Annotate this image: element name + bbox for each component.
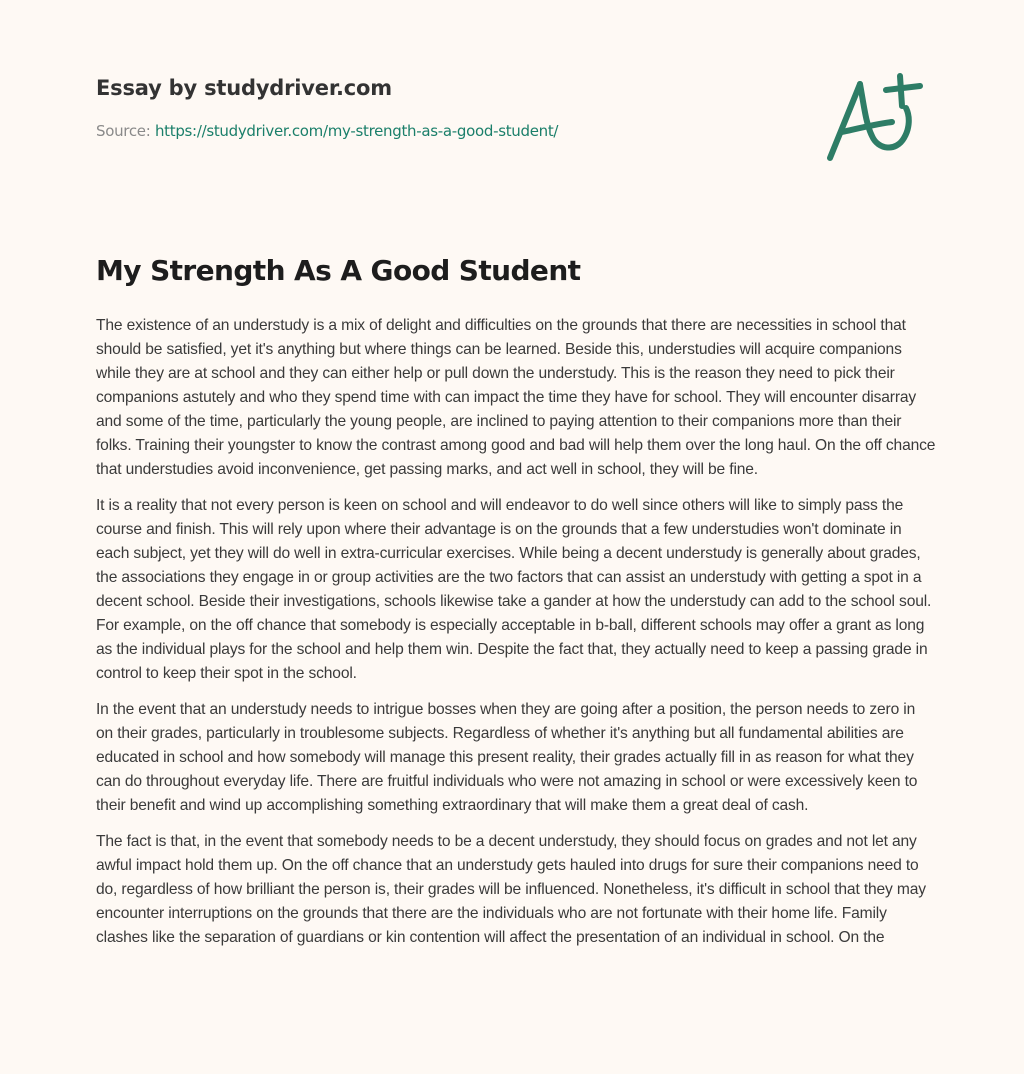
essay-paragraph: It is a reality that not every person is keen on school and will endeavor to do well since others will like to simply pass the course and finish. This will rely upon where their advantage is on the grounds that a few understudies won't dominate in each subject, yet they will do well in extra-curricular exercises. While being a decent understudy is generally about grades, the associations they engage in or group activities are the two factors that can assist an understudy with getting a spot in a decent school. Beside their investigations, schools likewise take a gander at how the understudy can add to the school soul. For example, on the off chance that somebody is especially acceptable in b-ball, different schools may offer a grant as long as the individual plays for the school and help them win. Despite the fact that, they actually need to keep a passing grade in control to keep their spot in the school. <box>96 497 932 682</box>
essay-body <box>96 314 936 962</box>
source-label: Source: <box>96 122 151 140</box>
essay-paragraph: The existence of an understudy is a mix of delight and difficulties on the grounds that there are necessities in school that should be satisfied, yet it's anything but where things can be learned. Beside this, understudies will acquire companions while they are at school and they can either help or pull down the understudy. This is the reason they need to pick their companions astutely and who they spend time with can impact the time they have for school. They will encounter disarray and some of the time, particularly the young people, are inclined to paying attention to their companions more than their folks. Training their youngster to know the contrast among good and bad will help them over the long haul. On the off chance that understudies avoid inconvenience, get passing marks, and act well in school, they will be fine. <box>96 317 936 478</box>
source-link[interactable]: https://studydriver.com/my-strength-as-a-good-student/ <box>154 122 559 140</box>
page-header <box>96 76 796 140</box>
source-line <box>96 122 796 140</box>
essay-title: My Strength As A Good Student <box>96 254 581 287</box>
a-plus-grade-icon <box>820 66 930 166</box>
site-brand: Essay by studydriver.com <box>96 76 392 100</box>
essay-paragraph: The fact is that, in the event that somebody needs to be a decent understudy, they should focus on grades and not let any awful impact hold them up. On the off chance that an understudy gets hauled into drugs for sure their companions need to do, regardless of how brilliant the person is, their grades will be influenced. Nonetheless, it's difficult in school that they may encounter interruptions on the grounds that there are the individuals who are not fortunate with their home life. Family clashes like the separation of guardians or kin contention will affect the presentation of an individual in school. On the <box>96 833 926 946</box>
essay-paragraph: In the event that an understudy needs to intrigue bosses when they are going after a position, the person needs to zero in on their grades, particularly in troublesome subjects. Regardless of whether it's anything but all fundamental abilities are educated in school and how somebody will manage this present reality, their grades actually fill in as reason for what they can do throughout everyday life. There are fruitful individuals who were not amazing in school or were excessively keen to their benefit and wind up accomplishing something extraordinary that will make them a great deal of cash. <box>96 701 918 814</box>
